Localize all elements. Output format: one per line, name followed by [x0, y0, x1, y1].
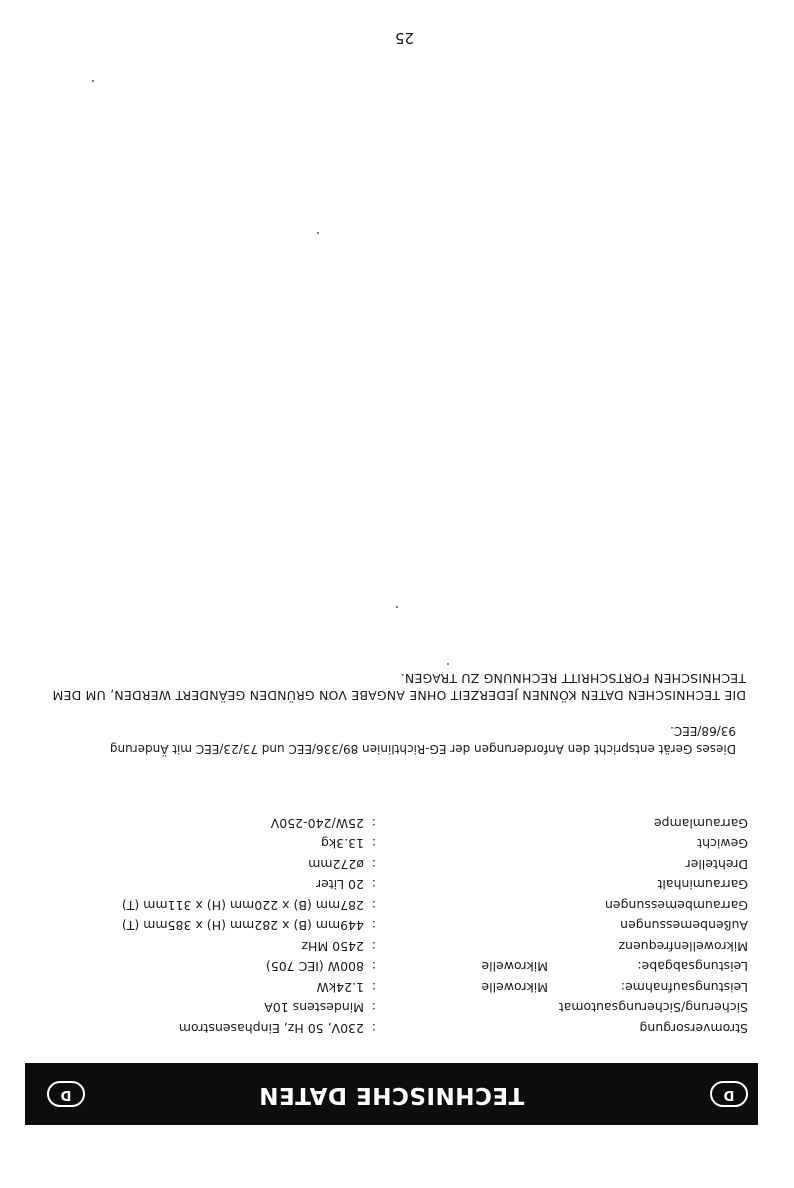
spec-colon: : — [371, 836, 376, 852]
spec-row — [28, 913, 748, 934]
scan-speck — [396, 606, 398, 608]
spec-row — [28, 893, 748, 914]
spec-value: ø272mm — [308, 857, 364, 872]
spec-sublabel: Mikrowelle — [481, 959, 548, 975]
change-notice: DIE TECHNISCHEN DATEN KÖNNEN JEDERZEIT OHNE ANGABE VON GRÜNDEN GEÄNDERT WERDEN, UM DEM TECHNISCHEN FORTSCHRITT RECHNUNG ZU TRAGEN. — [52, 671, 746, 703]
compliance-statement: Dieses Gerät entspricht den Anforderungen der EG-Richtlinien 89/336/EEC und 73/23/EEC mit Änderung 93/68/EEC. — [109, 724, 736, 756]
spec-row — [28, 975, 748, 996]
spec-colon: : — [371, 898, 376, 913]
spec-row — [28, 852, 748, 873]
spec-colon: : — [371, 959, 376, 975]
spec-value: 230V, 50 Hz, Einphasenstrom — [178, 1021, 364, 1036]
spec-value: 1.24kW — [316, 980, 364, 995]
spec-label: Garraumbemessungen — [604, 898, 748, 913]
spec-colon: : — [371, 918, 376, 934]
spec-label: Garrauminhalt — [657, 877, 748, 893]
spec-value: 800W (IEC 705) — [265, 959, 364, 975]
page-number: 25 — [394, 29, 414, 47]
spec-colon: : — [371, 1000, 376, 1016]
spec-colon: : — [371, 877, 376, 893]
spec-row — [28, 811, 748, 832]
scan-speck — [447, 663, 449, 665]
spec-label: Stromversorgung — [639, 1021, 748, 1036]
spec-colon: : — [371, 980, 376, 995]
spec-row — [28, 872, 748, 893]
section-title: TECHNISCHE DATEN — [258, 1082, 525, 1108]
spec-label: Drehteller — [685, 857, 748, 872]
spec-value: 287mm (B) x 220mm (H) x 311mm (T) — [121, 898, 364, 913]
spec-value: 20 Liter — [315, 877, 364, 893]
spec-label: Außenbemessungen — [620, 918, 748, 934]
spec-value: 13.3kg — [320, 836, 364, 852]
language-badge-right: D — [47, 1081, 85, 1107]
section-header-banner — [25, 1063, 758, 1125]
spec-colon: : — [371, 816, 376, 831]
spec-colon: : — [371, 857, 376, 872]
spec-value: 449mm (B) x 282mm (H) x 385mm (T) — [121, 918, 364, 934]
spec-label: Leistungsabgabe: — [637, 959, 748, 975]
spec-value: 2450 MHz — [301, 939, 364, 954]
spec-table — [28, 811, 748, 1037]
spec-label: Leistungsaufnahme: — [620, 980, 748, 995]
spec-row — [28, 954, 748, 975]
spec-sublabel: Mikrowelle — [481, 980, 548, 995]
spec-label: Garraumlampe — [653, 816, 748, 831]
spec-value: Mindestens 10A — [264, 1000, 364, 1016]
language-badge-left: D — [710, 1081, 748, 1107]
spec-row — [28, 934, 748, 955]
spec-value: 25W/240-250V — [270, 816, 364, 831]
spec-colon: : — [371, 939, 376, 954]
spec-row — [28, 995, 748, 1016]
spec-row — [28, 1016, 748, 1037]
spec-label: Gewicht — [697, 836, 748, 852]
spec-row — [28, 831, 748, 852]
spec-label: Mikrowellenfrequenz — [618, 939, 748, 954]
scan-speck — [92, 80, 94, 82]
spec-label: Sicherung/Sicherungsautomat — [558, 1000, 748, 1016]
spec-colon: : — [371, 1021, 376, 1036]
scan-speck — [317, 232, 319, 234]
